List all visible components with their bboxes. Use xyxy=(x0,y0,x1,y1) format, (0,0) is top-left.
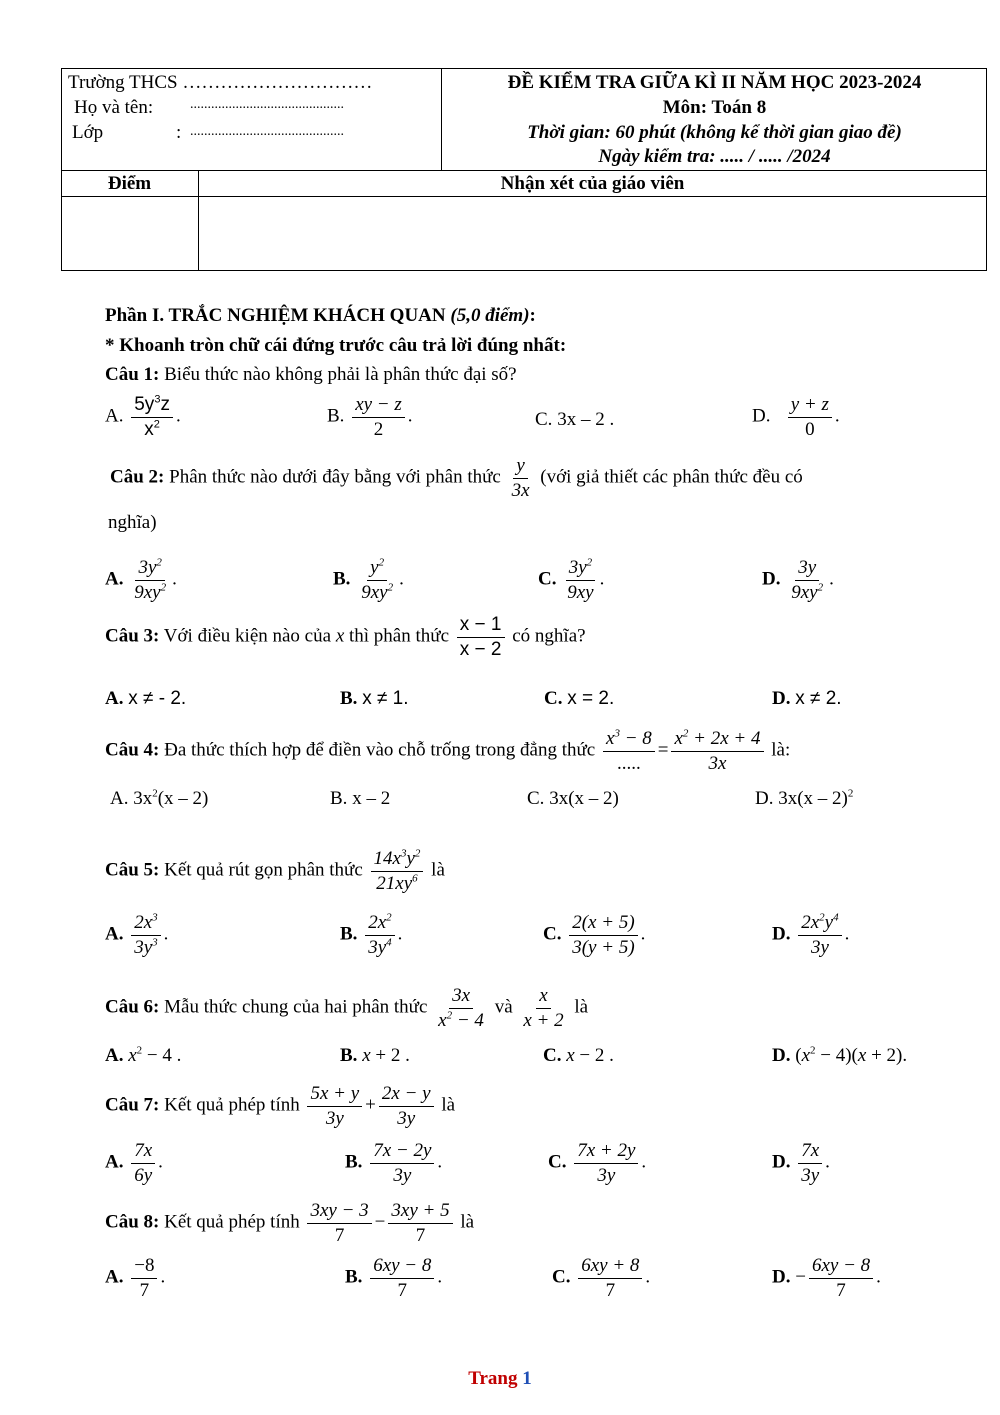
section-title: Phần I. TRẮC NGHIỆM KHÁCH QUAN (5,0 điểm): xyxy=(105,305,536,326)
q8-a-fraction: $\frac{-8}{7}$ xyxy=(131,1255,157,1302)
q5-b-fraction: $\frac{2x^2}{3y^4}$ xyxy=(365,912,394,959)
q7-c-fraction: $\frac{7x + 2y}{3y}$ xyxy=(574,1140,638,1187)
question-7: Câu 7: Kết quả phép tính $\frac{5x + y}{3y}$ + $\frac{2x - y}{3y}$ là xyxy=(105,1083,456,1129)
q7-a-fraction: $\frac{7x}{6y}$ xyxy=(131,1140,155,1187)
q4-option-d[interactable]: D. 3x(x – 2)$^2$ xyxy=(755,787,854,809)
q3-option-b[interactable]: B. x ≠ 1. xyxy=(340,688,409,709)
q2-option-b[interactable]: B. $\frac{y^2}{9xy^2}$ . xyxy=(333,556,404,603)
q6-option-d[interactable]: D. $(x^2 - 4)(x + 2)$. xyxy=(772,1044,908,1066)
q5-option-c[interactable]: C. $\frac{2(x + 5)}{3(y + 5)}$ . xyxy=(543,912,646,958)
name-label: Họ và tên: xyxy=(74,97,154,118)
q3-option-c[interactable]: C. x = 2. xyxy=(544,688,615,709)
q2-b-fraction: $\frac{y^2}{9xy^2}$ xyxy=(361,556,394,603)
q7-fraction-1: $\frac{5x + y}{3y}$ xyxy=(307,1083,362,1130)
q1-b-fraction: $\frac{xy - z}{2}$ xyxy=(352,394,405,441)
q2-option-a[interactable]: A. $\frac{3y^2}{9xy^2}$ . xyxy=(105,556,177,603)
q7-option-c[interactable]: C. $\frac{7x + 2y}{3y}$ . xyxy=(548,1140,647,1186)
question-1: Câu 1: Biểu thức nào không phải là phân thức đại số? xyxy=(105,364,517,385)
class-colon: : xyxy=(176,122,182,143)
teacher-comment-label: Nhận xét của giáo viên xyxy=(500,173,685,194)
q1-option-b[interactable]: B. $\frac{xy - z}{2}$ . xyxy=(327,394,413,440)
subject: Môn: Toán 8 xyxy=(662,97,767,118)
q8-fraction-2: $\frac{3xy + 5}{7}$ xyxy=(388,1200,452,1247)
q4-option-c[interactable]: C. 3x(x – 2) xyxy=(527,788,619,809)
q2-option-c[interactable]: C. $\frac{3y^2}{9xy}$ . xyxy=(538,556,605,603)
question-2: Câu 2: Phân thức nào dưới đây bằng với phân thức $\frac{y}{3x}$ (với giả thiết các phân thức đều có xyxy=(110,455,803,501)
q4-option-a[interactable]: A. $3x^2(x - 2)$ xyxy=(110,787,209,809)
exam-date: Ngày kiểm tra: ..... / ..... /2024 xyxy=(598,146,831,167)
q5-a-fraction: $\frac{2x^3}{3y^3}$ xyxy=(131,912,160,959)
q5-c-fraction: $\frac{2(x + 5)}{3(y + 5)}$ xyxy=(569,912,637,959)
exam-title: ĐỀ KIỂM TRA GIỮA KÌ II NĂM HỌC 2023-2024 xyxy=(507,72,922,93)
q5-fraction: $\frac{14x^3y^2}{21xy^6}$ xyxy=(371,848,424,895)
q5-option-b[interactable]: B. $\frac{2x^2}{3y^4}$ . xyxy=(340,911,403,958)
header-divider-1 xyxy=(61,170,987,171)
q7-fraction-2: $\frac{2x - y}{3y}$ xyxy=(379,1083,434,1130)
q2-option-d[interactable]: D. $\frac{3y}{9xy^2}$ . xyxy=(762,557,834,603)
q8-option-d[interactable]: D. − $\frac{6xy - 8}{7}$ . xyxy=(772,1255,881,1301)
duration: Thời gian: 60 phút (không kể thời gian giao đề) xyxy=(527,122,902,143)
q4-left-fraction: $x^3 - 8$ ..... xyxy=(603,728,655,775)
q7-b-fraction: $\frac{7x - 2y}{3y}$ xyxy=(370,1140,434,1187)
q2-a-fraction: $\frac{3y^2}{9xy^2}$ xyxy=(134,556,167,603)
q8-d-fraction: $\frac{6xy - 8}{7}$ xyxy=(809,1255,873,1302)
q5-d-fraction: $\frac{2x^2y^4}{3y}$ xyxy=(798,912,841,959)
q2-c-fraction: $\frac{3y^2}{9xy}$ xyxy=(567,556,594,603)
question-2-cont: nghĩa) xyxy=(108,512,157,533)
section-instruction: * Khoanh tròn chữ cái đứng trước câu trả lời đúng nhất: xyxy=(105,335,567,356)
q1-option-a[interactable]: A. $\frac{5y^3z}{x^2}$ . xyxy=(105,393,181,440)
q8-b-fraction: $\frac{6xy - 8}{7}$ xyxy=(370,1255,434,1302)
q8-fraction-1: $\frac{3xy - 3}{7}$ xyxy=(307,1200,371,1247)
q7-option-b[interactable]: B. $\frac{7x - 2y}{3y}$ . xyxy=(345,1140,443,1186)
q1-option-c[interactable]: C. 3x – 2 . xyxy=(535,409,615,430)
q6-option-b[interactable]: B. x + 2 . xyxy=(340,1045,410,1066)
q3-option-a[interactable]: A. x ≠ - 2. xyxy=(105,688,187,709)
header-divider-2 xyxy=(61,196,987,197)
q1-d-fraction: $\frac{y + z}{0}$ xyxy=(788,394,832,441)
q6-fraction-2: $\frac{x}{x + 2}$ xyxy=(523,985,564,1031)
q7-option-a[interactable]: A. $\frac{7x}{6y}$ . xyxy=(105,1140,163,1186)
q3-option-d[interactable]: D. x ≠ 2. xyxy=(772,688,842,709)
question-3: Câu 3: Với điều kiện nào của x thì phân thức $\frac{x - 1}{x - 2}$ có nghĩa? xyxy=(105,614,586,660)
q6-option-c[interactable]: C. x − 2 . xyxy=(543,1045,614,1066)
page-footer: Trang 1 xyxy=(468,1368,532,1389)
class-label: Lớp xyxy=(72,122,104,143)
question-6: Câu 6: Mẫu thức chung của hai phân thức $\frac{3x}{x^2 - 4}$ và $\frac{x}{x + 2}$ là xyxy=(105,985,589,1031)
page-number: 1 xyxy=(522,1368,532,1389)
class-dots: ............................................ xyxy=(190,124,344,139)
q2-given-fraction: $\frac{y}{3x}$ xyxy=(511,455,530,501)
q1-a-fraction: $\frac{5y^3z}{x^2}$ xyxy=(131,394,173,441)
q4-option-b[interactable]: B. x – 2 xyxy=(330,788,391,809)
q5-option-d[interactable]: D. $\frac{2x^2y^4}{3y}$ . xyxy=(772,911,850,958)
question-8: Câu 8: Kết quả phép tính $\frac{3xy - 3}{7}$ − $\frac{3xy + 5}{7}$ là xyxy=(105,1200,475,1246)
q6-option-a[interactable]: A. $x^2 - 4$ . xyxy=(105,1044,182,1066)
q7-option-d[interactable]: D. $\frac{7x}{3y}$ . xyxy=(772,1140,830,1186)
question-4: Câu 4: Đa thức thích hợp để điền vào chỗ trống trong đẳng thức $x^3 - 8$ ..... = $\frac{x^2 + 2x + 4}{3x}$ là: xyxy=(105,727,791,774)
q3-fraction: $\frac{x - 1}{x - 2}$ xyxy=(457,614,505,661)
q8-option-c[interactable]: C. $\frac{6xy + 8}{7}$ . xyxy=(552,1255,651,1301)
score-label: Điểm xyxy=(107,173,152,194)
q5-option-a[interactable]: A. $\frac{2x^3}{3y^3}$ . xyxy=(105,911,169,958)
q1-option-d[interactable]: D. $\frac{y + z}{0}$ . xyxy=(752,394,840,440)
q4-right-fraction: $\frac{x^2 + 2x + 4}{3x}$ xyxy=(671,728,763,775)
q8-option-a[interactable]: A. $\frac{-8}{7}$ . xyxy=(105,1255,166,1301)
q7-d-fraction: $\frac{7x}{3y}$ xyxy=(798,1140,822,1187)
question-5: Câu 5: Kết quả rút gọn phân thức $\frac{14x^3y^2}{21xy^6}$ là xyxy=(105,847,445,894)
q2-d-fraction: $\frac{3y}{9xy^2}$ xyxy=(791,557,824,603)
school-field: Trường THCS ………………………… xyxy=(68,72,373,93)
q8-option-b[interactable]: B. $\frac{6xy - 8}{7}$ . xyxy=(345,1255,443,1301)
q8-c-fraction: $\frac{6xy + 8}{7}$ xyxy=(578,1255,642,1302)
q6-fraction-1: $\frac{3x}{x^2 - 4}$ xyxy=(438,985,484,1031)
name-dots: ............................................ xyxy=(190,97,344,112)
